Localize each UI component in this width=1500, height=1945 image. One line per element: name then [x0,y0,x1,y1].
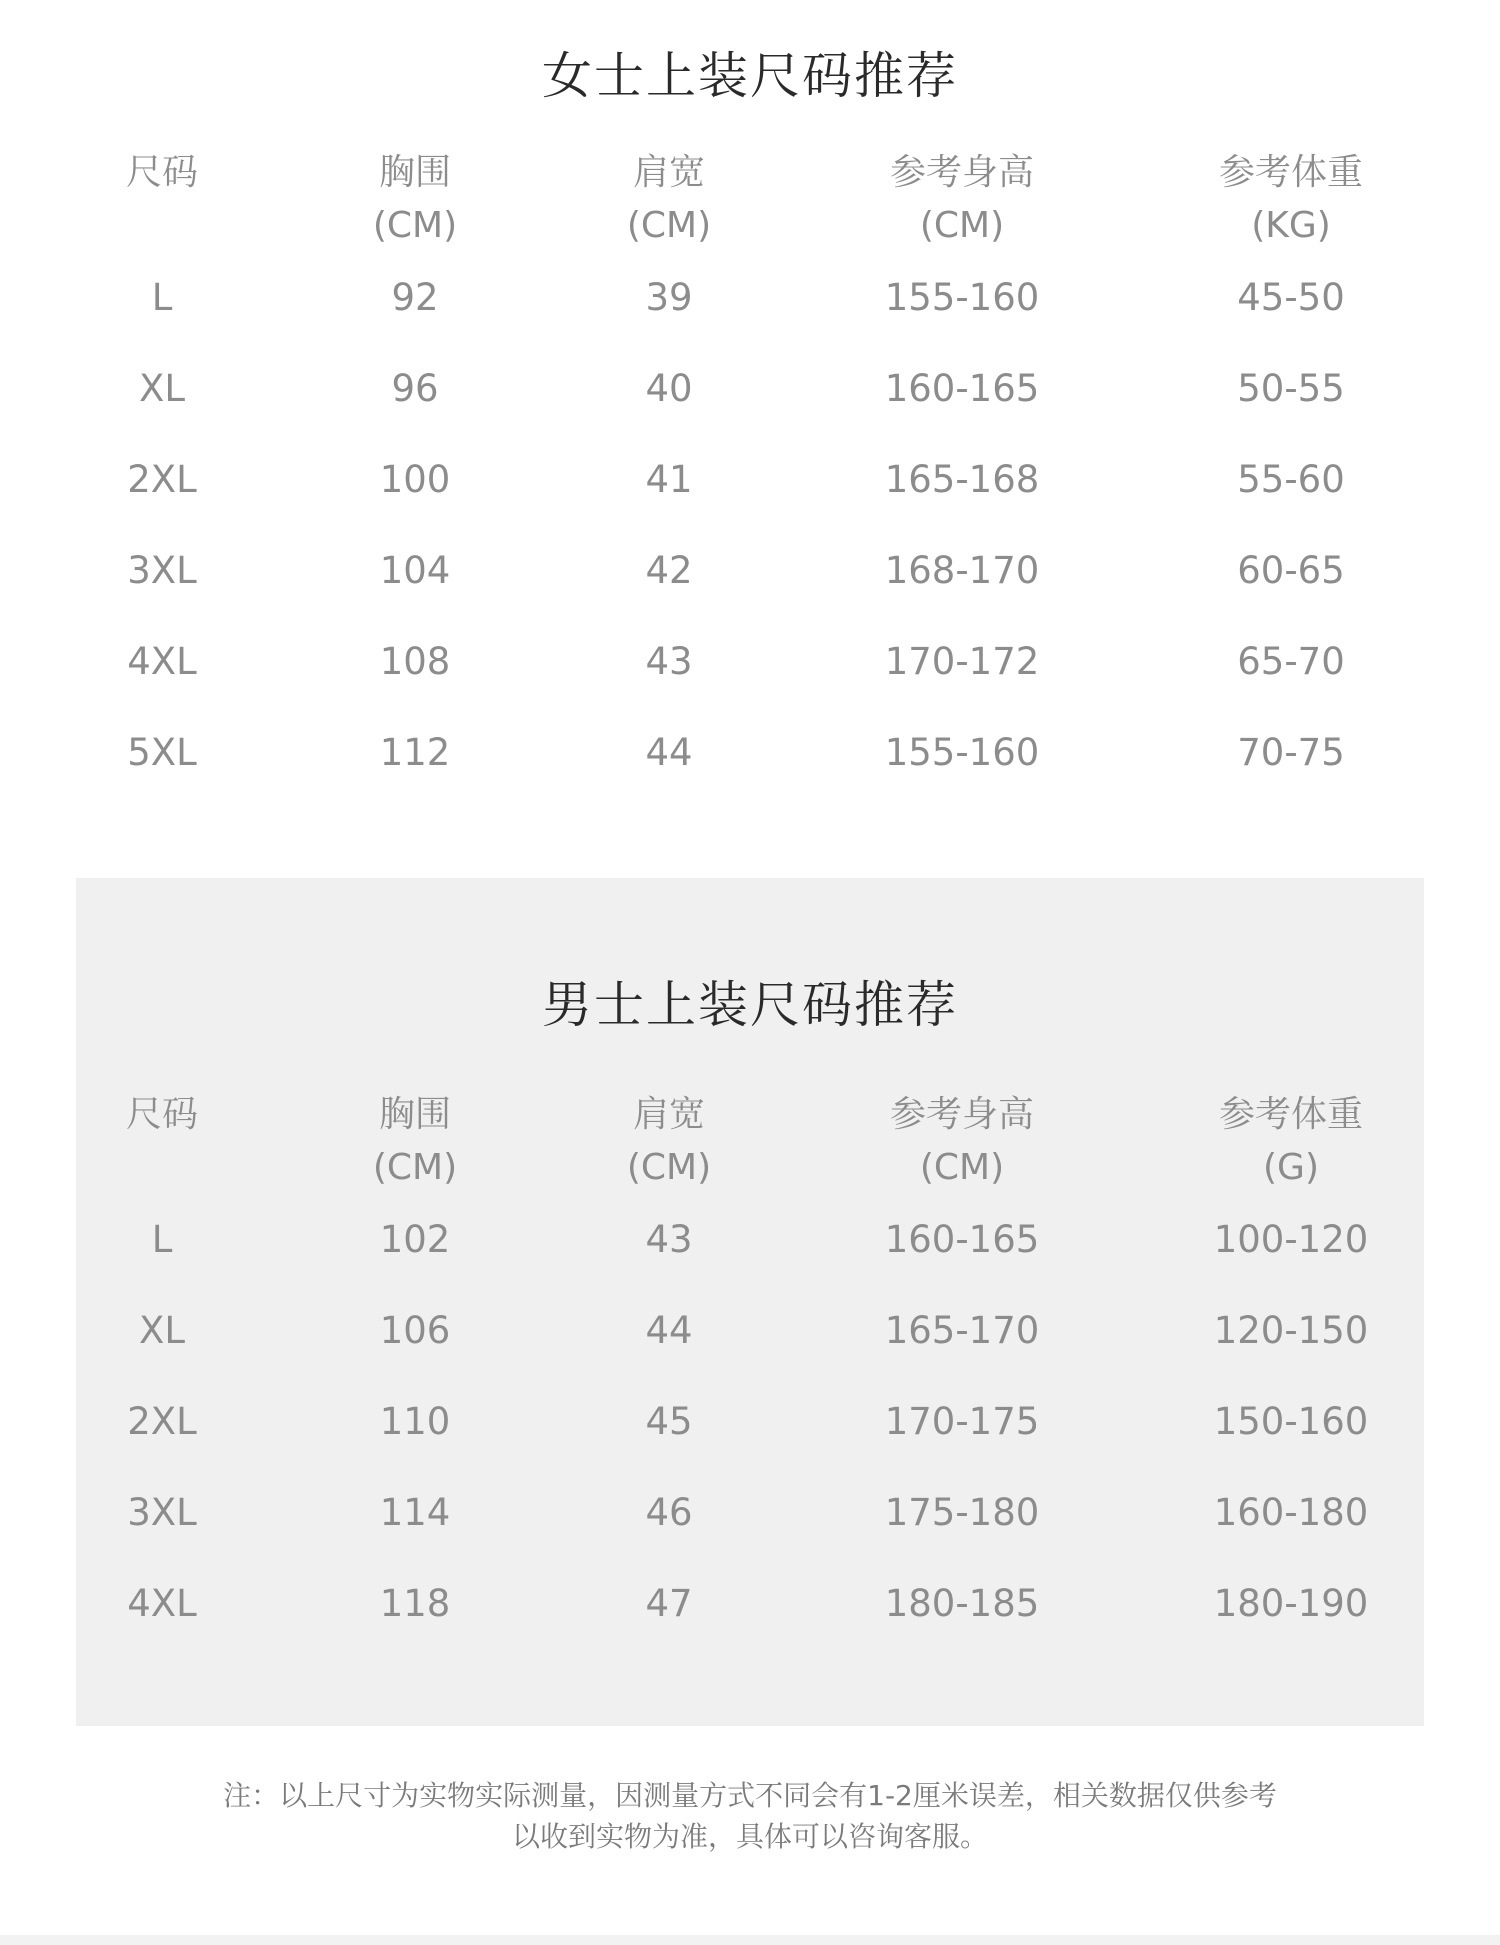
women-size-chart-title: 女士上装尺码推荐 [542,47,958,105]
women-cell-r3-c0: 3XL [127,549,197,592]
women-cell-r4-c2: 43 [645,640,693,683]
women-header-0: 尺码 [125,152,199,193]
women-cell-r1-c1: 96 [391,367,439,410]
women-header-unit-4: (KG) [1251,205,1331,246]
men-cell-r1-c4: 120-150 [1213,1309,1369,1352]
men-cell-r1-c0: XL [139,1309,185,1352]
women-cell-r4-c0: 4XL [127,640,197,683]
men-cell-r2-c3: 170-175 [884,1400,1040,1443]
women-header-unit-2: (CM) [626,205,712,246]
men-header-unit-4: (G) [1263,1147,1319,1188]
women-cell-r2-c4: 55-60 [1237,458,1345,501]
women-cell-r0-c1: 92 [391,276,439,319]
women-cell-r5-c4: 70-75 [1237,731,1345,774]
men-cell-r0-c3: 160-165 [884,1218,1040,1261]
men-cell-r4-c3: 180-185 [884,1582,1040,1625]
women-cell-r1-c0: XL [139,367,185,410]
men-cell-r0-c1: 102 [379,1218,451,1261]
men-header-1: 胸围 [378,1094,452,1135]
women-header-3: 参考身高 [889,152,1035,193]
size-note-line-1: 注：以上尺寸为实物实际测量，因测量方式不同会有1-2厘米误差，相关数据仅供参考 [223,1779,1277,1812]
women-cell-r2-c1: 100 [379,458,451,501]
men-cell-r3-c1: 114 [379,1491,451,1534]
women-cell-r1-c3: 160-165 [884,367,1040,410]
women-cell-r1-c2: 40 [645,367,693,410]
women-cell-r4-c4: 65-70 [1237,640,1345,683]
size-note-line-2: 以收到实物为准，具体可以咨询客服。 [511,1820,988,1853]
men-header-unit-2: (CM) [626,1147,712,1188]
men-cell-r1-c3: 165-170 [884,1309,1040,1352]
women-cell-r0-c2: 39 [645,276,693,319]
men-cell-r1-c2: 44 [645,1309,693,1352]
men-cell-r3-c3: 175-180 [884,1491,1040,1534]
women-header-unit-1: (CM) [372,205,458,246]
men-header-2: 肩宽 [632,1094,706,1135]
women-cell-r1-c4: 50-55 [1237,367,1345,410]
size-note [0,1775,1500,1857]
men-cell-r3-c0: 3XL [127,1491,197,1534]
men-cell-r3-c4: 160-180 [1213,1491,1369,1534]
women-header-2: 肩宽 [632,152,706,193]
men-cell-r0-c4: 100-120 [1213,1218,1369,1261]
men-cell-r4-c0: 4XL [127,1582,197,1625]
men-cell-r2-c0: 2XL [127,1400,197,1443]
women-cell-r5-c0: 5XL [127,731,197,774]
men-header-unit-3: (CM) [919,1147,1005,1188]
men-header-4: 参考体重 [1218,1094,1364,1135]
women-cell-r2-c0: 2XL [127,458,197,501]
women-cell-r0-c4: 45-50 [1237,276,1345,319]
men-cell-r3-c2: 46 [645,1491,693,1534]
men-size-chart-title: 男士上装尺码推荐 [542,976,958,1034]
men-header-unit-1: (CM) [372,1147,458,1188]
men-header-0: 尺码 [125,1094,199,1135]
men-cell-r2-c2: 45 [645,1400,693,1443]
women-cell-r3-c1: 104 [379,549,451,592]
women-header-4: 参考体重 [1218,152,1364,193]
women-cell-r5-c3: 155-160 [884,731,1040,774]
bottom-divider [0,1935,1500,1945]
women-cell-r0-c3: 155-160 [884,276,1040,319]
women-cell-r3-c4: 60-65 [1237,549,1345,592]
women-cell-r2-c2: 41 [645,458,693,501]
men-cell-r1-c1: 106 [379,1309,451,1352]
men-cell-r0-c0: L [151,1218,173,1261]
women-cell-r3-c2: 42 [645,549,693,592]
women-cell-r5-c1: 112 [379,731,451,774]
women-header-1: 胸围 [378,152,452,193]
men-cell-r2-c1: 110 [379,1400,451,1443]
women-cell-r4-c1: 108 [379,640,451,683]
women-cell-r4-c3: 170-172 [884,640,1040,683]
women-cell-r0-c0: L [151,276,173,319]
men-header-3: 参考身高 [889,1094,1035,1135]
women-header-unit-3: (CM) [919,205,1005,246]
women-cell-r5-c2: 44 [645,731,693,774]
men-cell-r0-c2: 43 [645,1218,693,1261]
men-cell-r4-c2: 47 [645,1582,693,1625]
men-cell-r4-c1: 118 [379,1582,451,1625]
men-cell-r4-c4: 180-190 [1213,1582,1369,1625]
women-cell-r3-c3: 168-170 [884,549,1040,592]
women-cell-r2-c3: 165-168 [884,458,1040,501]
men-cell-r2-c4: 150-160 [1213,1400,1369,1443]
